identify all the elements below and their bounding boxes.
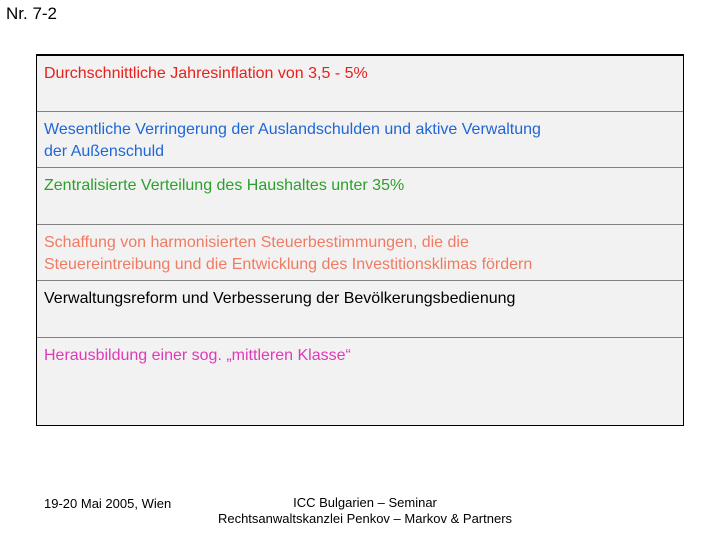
table-row <box>37 281 683 338</box>
table-row <box>37 225 683 281</box>
row-text-tax: Schaffung von harmonisierten Steuerbestimmungen, die die Steuereintreibung und die Entwicklung des Investitionsklimas fördern <box>44 234 533 273</box>
goals-table <box>36 54 684 426</box>
table-row <box>37 112 683 168</box>
row-text-inflation: Durchschnittliche Jahresinflation von 3,5 - 5% <box>44 65 368 82</box>
footer-org-line-2: Rechtsanwaltskanzlei Penkov – Markov & Partners <box>217 511 513 526</box>
footer-org-line-1: ICC Bulgarien – Seminar <box>293 495 437 510</box>
table-row <box>37 168 683 225</box>
row-text-admin-reform: Verwaltungsreform und Verbesserung der Bevölkerungsbedienung <box>44 290 516 307</box>
slide-number: Nr. 7-2 <box>6 4 58 23</box>
row-text-budget: Zentralisierte Verteilung des Haushaltes unter 35% <box>44 177 405 194</box>
table-row <box>37 338 683 426</box>
footer-date: 19-20 Mai 2005, Wien <box>44 496 172 511</box>
row-text-foreign-debt: Wesentliche Verringerung der Auslandschulden und aktive Verwaltung der Außenschuld <box>44 121 541 160</box>
table-row <box>37 56 683 112</box>
row-text-middle-class: Herausbildung einer sog. „mittleren Klasse“ <box>44 347 351 364</box>
footer-organization <box>180 495 550 527</box>
